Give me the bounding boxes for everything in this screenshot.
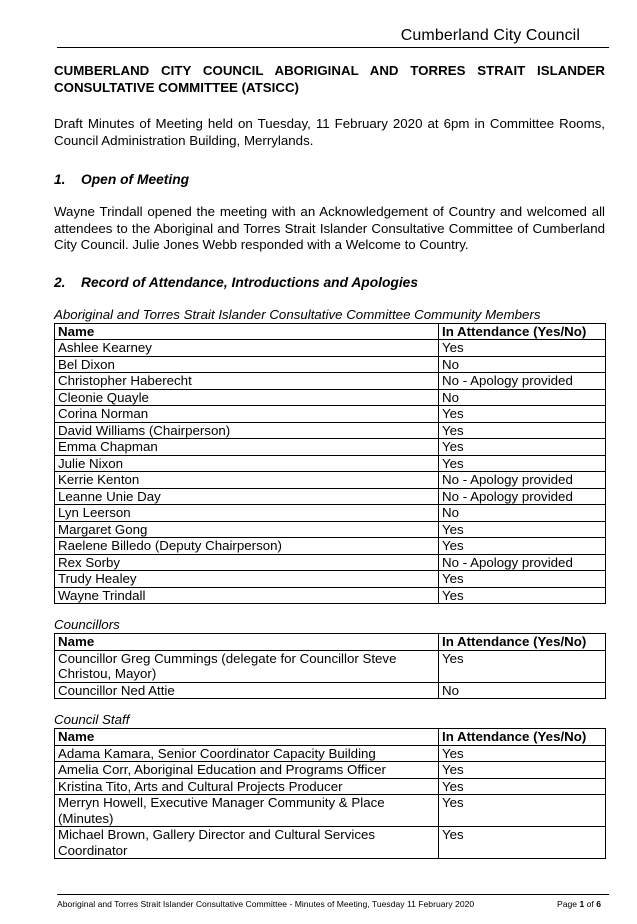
page-total: 6 bbox=[596, 899, 601, 909]
attendee-name: Corina Norman bbox=[55, 406, 439, 423]
attendance-status: No - Apology provided bbox=[439, 472, 606, 489]
open-of-meeting-paragraph: Wayne Trindall opened the meeting with an Acknowledgement of Country and welcomed all attendees to the Aboriginal and Torres Strait Islander Consultative Committee of Cumberland City Council. Julie Jones Webb responded with a Welcome to Country. bbox=[54, 204, 605, 252]
attendance-status: Yes bbox=[439, 439, 606, 456]
table-header-row bbox=[55, 634, 606, 651]
attendance-status: No - Apology provided bbox=[439, 373, 606, 390]
attendance-status: Yes bbox=[439, 795, 606, 827]
attendance-status: Yes bbox=[439, 650, 606, 682]
attendance-status: Yes bbox=[439, 455, 606, 472]
attendance-status: No bbox=[439, 356, 606, 373]
table-row bbox=[55, 778, 606, 795]
attendee-name: Leanne Unie Day bbox=[55, 488, 439, 505]
attendee-name: Merryn Howell, Executive Manager Community & Place (Minutes) bbox=[55, 795, 439, 827]
document-title: CUMBERLAND CITY COUNCIL ABORIGINAL AND TORRES STRAIT ISLANDER CONSULTATIVE COMMITTEE (ATSICC) bbox=[54, 63, 605, 95]
councillors-table bbox=[54, 633, 606, 699]
table-row bbox=[55, 422, 606, 439]
attendee-name: Kerrie Kenton bbox=[55, 472, 439, 489]
section-number: 1. bbox=[54, 172, 66, 187]
table-row bbox=[55, 571, 606, 588]
attendance-status: No - Apology provided bbox=[439, 488, 606, 505]
table-row bbox=[55, 745, 606, 762]
attendance-status: No bbox=[439, 682, 606, 699]
page-prefix: Page bbox=[557, 899, 578, 909]
column-header-name: Name bbox=[55, 634, 439, 651]
table-caption: Council Staff bbox=[54, 712, 130, 727]
footer-divider bbox=[57, 894, 609, 895]
table-row bbox=[55, 538, 606, 555]
column-header-name: Name bbox=[55, 323, 439, 340]
attendance-status: Yes bbox=[439, 538, 606, 555]
attendee-name: Kristina Tito, Arts and Cultural Projects Producer bbox=[55, 778, 439, 795]
section-title: Record of Attendance, Introductions and Apologies bbox=[81, 274, 419, 290]
table-row bbox=[55, 587, 606, 604]
table-row bbox=[55, 472, 606, 489]
table-row bbox=[55, 505, 606, 522]
attendee-name: Rex Sorby bbox=[55, 554, 439, 571]
table-row bbox=[55, 795, 606, 827]
table-row bbox=[55, 406, 606, 423]
attendance-status: Yes bbox=[439, 827, 606, 859]
table-header-row bbox=[55, 323, 606, 340]
attendee-name: Raelene Billedo (Deputy Chairperson) bbox=[55, 538, 439, 555]
attendance-status: Yes bbox=[439, 422, 606, 439]
attendance-status: Yes bbox=[439, 778, 606, 795]
attendance-status: Yes bbox=[439, 340, 606, 357]
footer-text: Aboriginal and Torres Strait Islander Consultative Committee - Minutes of Meeting, Tuesday 11 February 2020 bbox=[57, 899, 475, 909]
table-header-row bbox=[55, 729, 606, 746]
page-number bbox=[557, 899, 601, 909]
section-number: 2. bbox=[54, 274, 66, 290]
attendance-status: Yes bbox=[439, 745, 606, 762]
attendance-status: Yes bbox=[439, 762, 606, 779]
council-staff-table bbox=[54, 728, 606, 859]
table-row bbox=[55, 340, 606, 357]
attendee-name: Cleonie Quayle bbox=[55, 389, 439, 406]
column-header-name: Name bbox=[55, 729, 439, 746]
attendee-name: Christopher Haberecht bbox=[55, 373, 439, 390]
community-members-table bbox=[54, 323, 606, 605]
councillors-block bbox=[54, 617, 605, 699]
attendee-name: Wayne Trindall bbox=[55, 587, 439, 604]
attendee-name: Emma Chapman bbox=[55, 439, 439, 456]
attendance-status: No - Apology provided bbox=[439, 554, 606, 571]
table-row bbox=[55, 373, 606, 390]
attendee-name: Margaret Gong bbox=[55, 521, 439, 538]
community-members-block bbox=[54, 307, 605, 605]
table-row bbox=[55, 389, 606, 406]
attendance-status: Yes bbox=[439, 571, 606, 588]
table-row bbox=[55, 682, 606, 699]
table-row bbox=[55, 650, 606, 682]
table-row bbox=[55, 439, 606, 456]
attendee-name: David Williams (Chairperson) bbox=[55, 422, 439, 439]
section-title: Open of Meeting bbox=[81, 172, 190, 187]
page-current: 1 bbox=[579, 899, 585, 909]
table-row bbox=[55, 488, 606, 505]
attendee-name: Trudy Healey bbox=[55, 571, 439, 588]
attendee-name: Michael Brown, Gallery Director and Cultural Services Coordinator bbox=[55, 827, 439, 859]
page-of: of bbox=[586, 899, 594, 909]
council-staff-block bbox=[54, 712, 605, 859]
document-body bbox=[54, 62, 605, 872]
attendance-status: Yes bbox=[439, 587, 606, 604]
attendee-name: Ashlee Kearney bbox=[55, 340, 439, 357]
attendance-status: No bbox=[439, 389, 606, 406]
table-row bbox=[55, 762, 606, 779]
table-caption: Councillors bbox=[54, 617, 120, 632]
attendee-name: Bel Dixon bbox=[55, 356, 439, 373]
attendee-name: Councillor Greg Cummings (delegate for Councillor Steve Christou, Mayor) bbox=[55, 650, 439, 682]
attendee-name: Adama Kamara, Senior Coordinator Capacity Building bbox=[55, 745, 439, 762]
attendance-status: Yes bbox=[439, 521, 606, 538]
column-header-attendance: In Attendance (Yes/No) bbox=[439, 323, 606, 340]
attendee-name: Lyn Leerson bbox=[55, 505, 439, 522]
table-row bbox=[55, 554, 606, 571]
header-divider bbox=[57, 47, 609, 48]
table-caption: Aboriginal and Torres Strait Islander Consultative Committee Community Members bbox=[54, 306, 541, 322]
attendee-name: Amelia Corr, Aboriginal Education and Programs Officer bbox=[55, 762, 439, 779]
table-row bbox=[55, 521, 606, 538]
council-name: Cumberland City Council bbox=[400, 27, 580, 44]
column-header-attendance: In Attendance (Yes/No) bbox=[439, 634, 606, 651]
attendee-name: Julie Nixon bbox=[55, 455, 439, 472]
section-heading-attendance bbox=[54, 274, 605, 291]
table-row bbox=[55, 356, 606, 373]
attendance-status: Yes bbox=[439, 406, 606, 423]
attendance-status: No bbox=[439, 505, 606, 522]
table-row bbox=[55, 827, 606, 859]
intro-paragraph: Draft Minutes of Meeting held on Tuesday, 11 February 2020 at 6pm in Committee Rooms, Council Administration Building, Merrylands. bbox=[54, 116, 605, 148]
attendee-name: Councillor Ned Attie bbox=[55, 682, 439, 699]
table-row bbox=[55, 455, 606, 472]
section-heading-open-of-meeting bbox=[54, 171, 605, 188]
column-header-attendance: In Attendance (Yes/No) bbox=[439, 729, 606, 746]
